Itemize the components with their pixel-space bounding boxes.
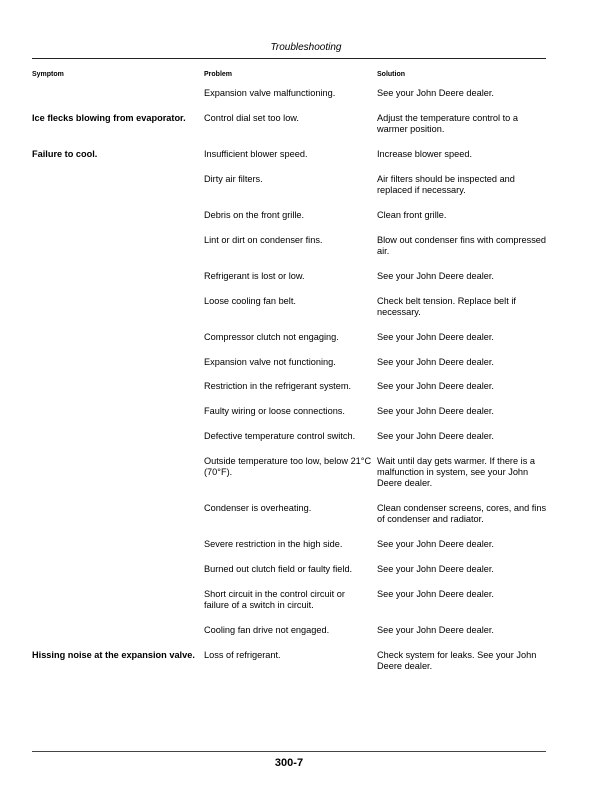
row-problem: Restriction in the refrigerant system. bbox=[204, 381, 352, 391]
row-solution: See your John Deere dealer. bbox=[377, 539, 494, 549]
footer-divider bbox=[32, 751, 546, 752]
row-problem: Loose cooling fan belt. bbox=[204, 296, 296, 306]
row-solution: See your John Deere dealer. bbox=[377, 431, 494, 441]
row-solution: Wait until day gets warmer. If there is a malfunction in system, see your John Deere dealer. bbox=[377, 456, 535, 488]
row-solution: Check system for leaks. See your John Deere dealer. bbox=[377, 650, 537, 671]
row-solution: Increase blower speed. bbox=[377, 149, 472, 159]
row-solution: See your John Deere dealer. bbox=[377, 564, 494, 574]
row-solution: Clean front grille. bbox=[377, 210, 447, 220]
header-divider bbox=[32, 58, 546, 59]
row-problem: Lint or dirt on condenser fins. bbox=[204, 235, 323, 245]
row-symptom: Ice flecks blowing from evaporator. bbox=[32, 113, 186, 123]
row-solution: Check belt tension. Replace belt if necessary. bbox=[377, 296, 516, 317]
row-problem: Faulty wiring or loose connections. bbox=[204, 406, 345, 416]
page-header-title: Troubleshooting bbox=[270, 42, 342, 53]
row-problem: Burned out clutch field or faulty field. bbox=[204, 564, 353, 574]
row-solution: Clean condenser screens, cores, and fins of condenser and radiator. bbox=[377, 503, 547, 524]
row-solution: See your John Deere dealer. bbox=[377, 357, 494, 367]
row-problem: Expansion valve not functioning. bbox=[204, 357, 336, 367]
row-problem: Condenser is overheating. bbox=[204, 503, 312, 513]
row-problem: Insufficient blower speed. bbox=[204, 149, 308, 159]
row-problem: Cooling fan drive not engaged. bbox=[204, 625, 330, 635]
row-problem: Control dial set too low. bbox=[204, 113, 299, 123]
row-symptom: Failure to cool. bbox=[32, 149, 98, 159]
row-solution: See your John Deere dealer. bbox=[377, 381, 494, 391]
row-solution: Air filters should be inspected and replaced if necessary. bbox=[377, 174, 515, 195]
row-solution: See your John Deere dealer. bbox=[377, 589, 494, 599]
page-number: 300-7 bbox=[274, 757, 304, 769]
row-solution: See your John Deere dealer. bbox=[377, 625, 494, 635]
row-problem: Defective temperature control switch. bbox=[204, 431, 356, 441]
row-problem: Short circuit in the control circuit or failure of a switch in circuit. bbox=[204, 589, 345, 610]
row-problem: Compressor clutch not engaging. bbox=[204, 332, 339, 342]
row-solution: See your John Deere dealer. bbox=[377, 88, 494, 98]
row-problem: Outside temperature too low, below 21°C (70°F). bbox=[204, 456, 372, 477]
row-problem: Refrigerant is lost or low. bbox=[204, 271, 305, 281]
row-solution: See your John Deere dealer. bbox=[377, 271, 494, 281]
row-problem: Expansion valve malfunctioning. bbox=[204, 88, 336, 98]
row-solution: Blow out condenser fins with compressed air. bbox=[377, 235, 547, 256]
row-problem: Dirty air filters. bbox=[204, 174, 263, 184]
row-problem: Debris on the front grille. bbox=[204, 210, 305, 220]
row-solution: Adjust the temperature control to a warmer position. bbox=[377, 113, 518, 134]
row-solution: See your John Deere dealer. bbox=[377, 332, 494, 342]
column-header-problem: Problem bbox=[204, 71, 233, 78]
column-header-symptom: Symptom bbox=[32, 71, 64, 78]
row-symptom: Hissing noise at the expansion valve. bbox=[32, 650, 195, 660]
row-problem: Loss of refrigerant. bbox=[204, 650, 281, 660]
row-solution: See your John Deere dealer. bbox=[377, 406, 494, 416]
row-problem: Severe restriction in the high side. bbox=[204, 539, 343, 549]
column-header-solution: Solution bbox=[377, 71, 405, 78]
